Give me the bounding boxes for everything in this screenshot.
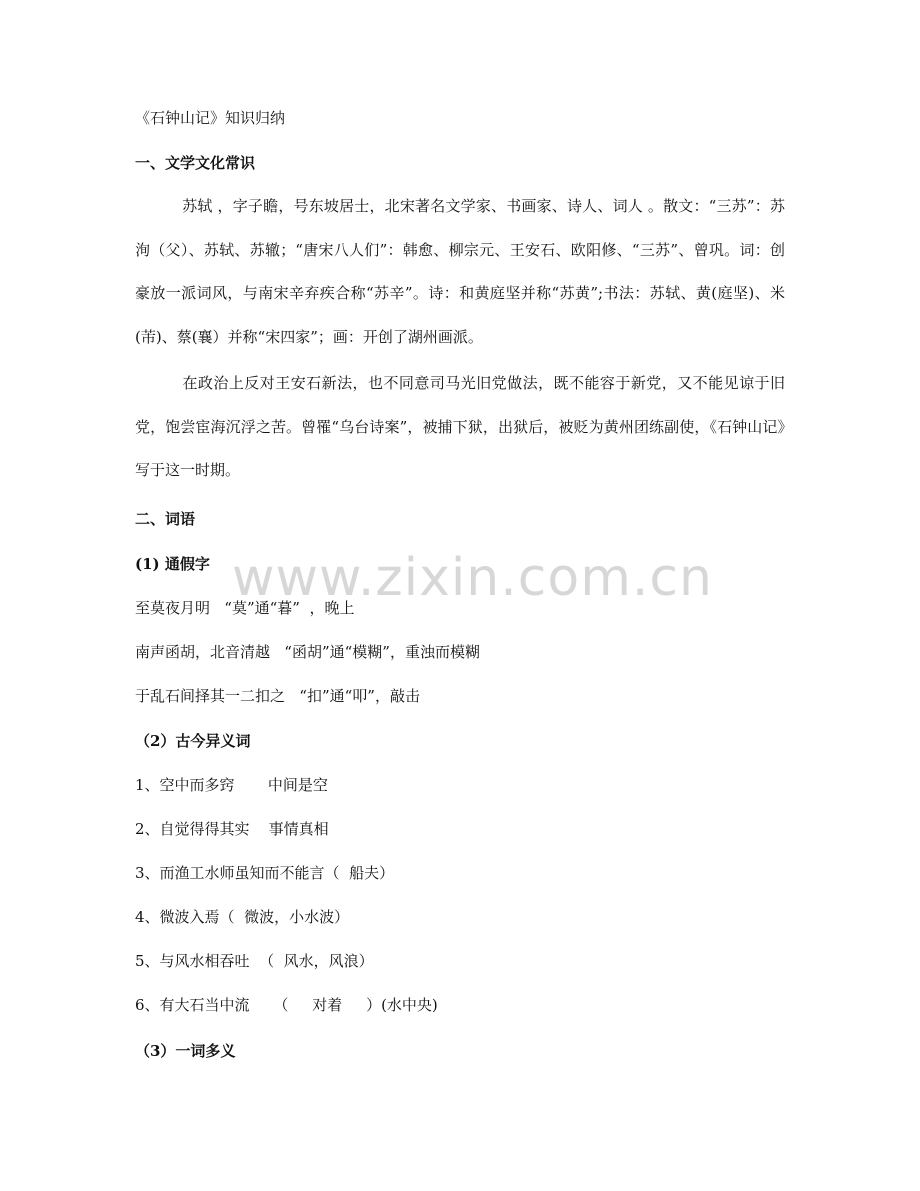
list-item: 6、有大石当中流 （ 对着 ）(水中央): [135, 996, 438, 1014]
list-item: 于乱石间择其一二扣之 “扣”通“叩”，敲击: [135, 687, 420, 705]
list-item: 南声函胡，北音清越 “函胡”通“模糊”，重浊而模糊: [135, 643, 480, 661]
list-item: 3、而渔工水师虽知而不能言（ 船夫）: [135, 864, 395, 882]
list-item: 至莫夜月明 “莫”通“暮” ，晚上: [135, 599, 355, 617]
subheading-ancient-modern-meaning: （2）古今异义词: [135, 732, 251, 750]
list-item: 4、微波入焉（ 微波，小水波）: [135, 908, 350, 926]
subheading-polysemy: （3）一词多义: [135, 1042, 236, 1060]
subheading-interchangeable-characters: (1) 通假字: [135, 555, 210, 573]
paragraph-political-life-text: 在政治上反对王安石新法，也不同意司马光旧党做法，既不能容于新党，又不能见谅于旧党，饱尝宦海沉浮之苦。曾罹“乌台诗案”，被捕下狱，出狱后，被贬为黄州团练副使，《石钟山记》写于这一时期。: [135, 374, 785, 479]
section-heading-literary-knowledge: 一、文学文化常识: [135, 154, 256, 172]
paragraph-su-shi-bio-text: 苏轼 ，字子瞻，号东坡居士，北宋著名文学家、书画家、诗人、词人 。散文：“三苏”：苏洵（父）、苏轼、苏辙；“唐宋八人们”：韩愈、柳宗元、王安石、欧阳修、“三苏”、曾巩。词：创豪放一派词风，与南宋辛弃疾合称“苏辛”。诗：和黄庭坚并称“苏黄”;书法：苏轼、黄(庭坚)、米(芾)、蔡(襄）并称“宋四家”；画：开创了湖州画派。: [135, 197, 785, 346]
list-item: 5、与风水相吞吐 （ 风水，风浪）: [135, 952, 374, 970]
paragraph-political-life: [135, 362, 785, 493]
section-heading-vocabulary: 二、词语: [135, 510, 196, 528]
list-item: 2、自觉得得其实 事情真相: [135, 820, 329, 838]
list-item: 1、空中而多窍 中间是空: [135, 776, 328, 794]
paragraph-su-shi-bio: [135, 185, 785, 359]
document-title: 《石钟山记》知识归纳: [135, 109, 286, 127]
watermark: www.zixin.com.cn: [232, 548, 713, 608]
